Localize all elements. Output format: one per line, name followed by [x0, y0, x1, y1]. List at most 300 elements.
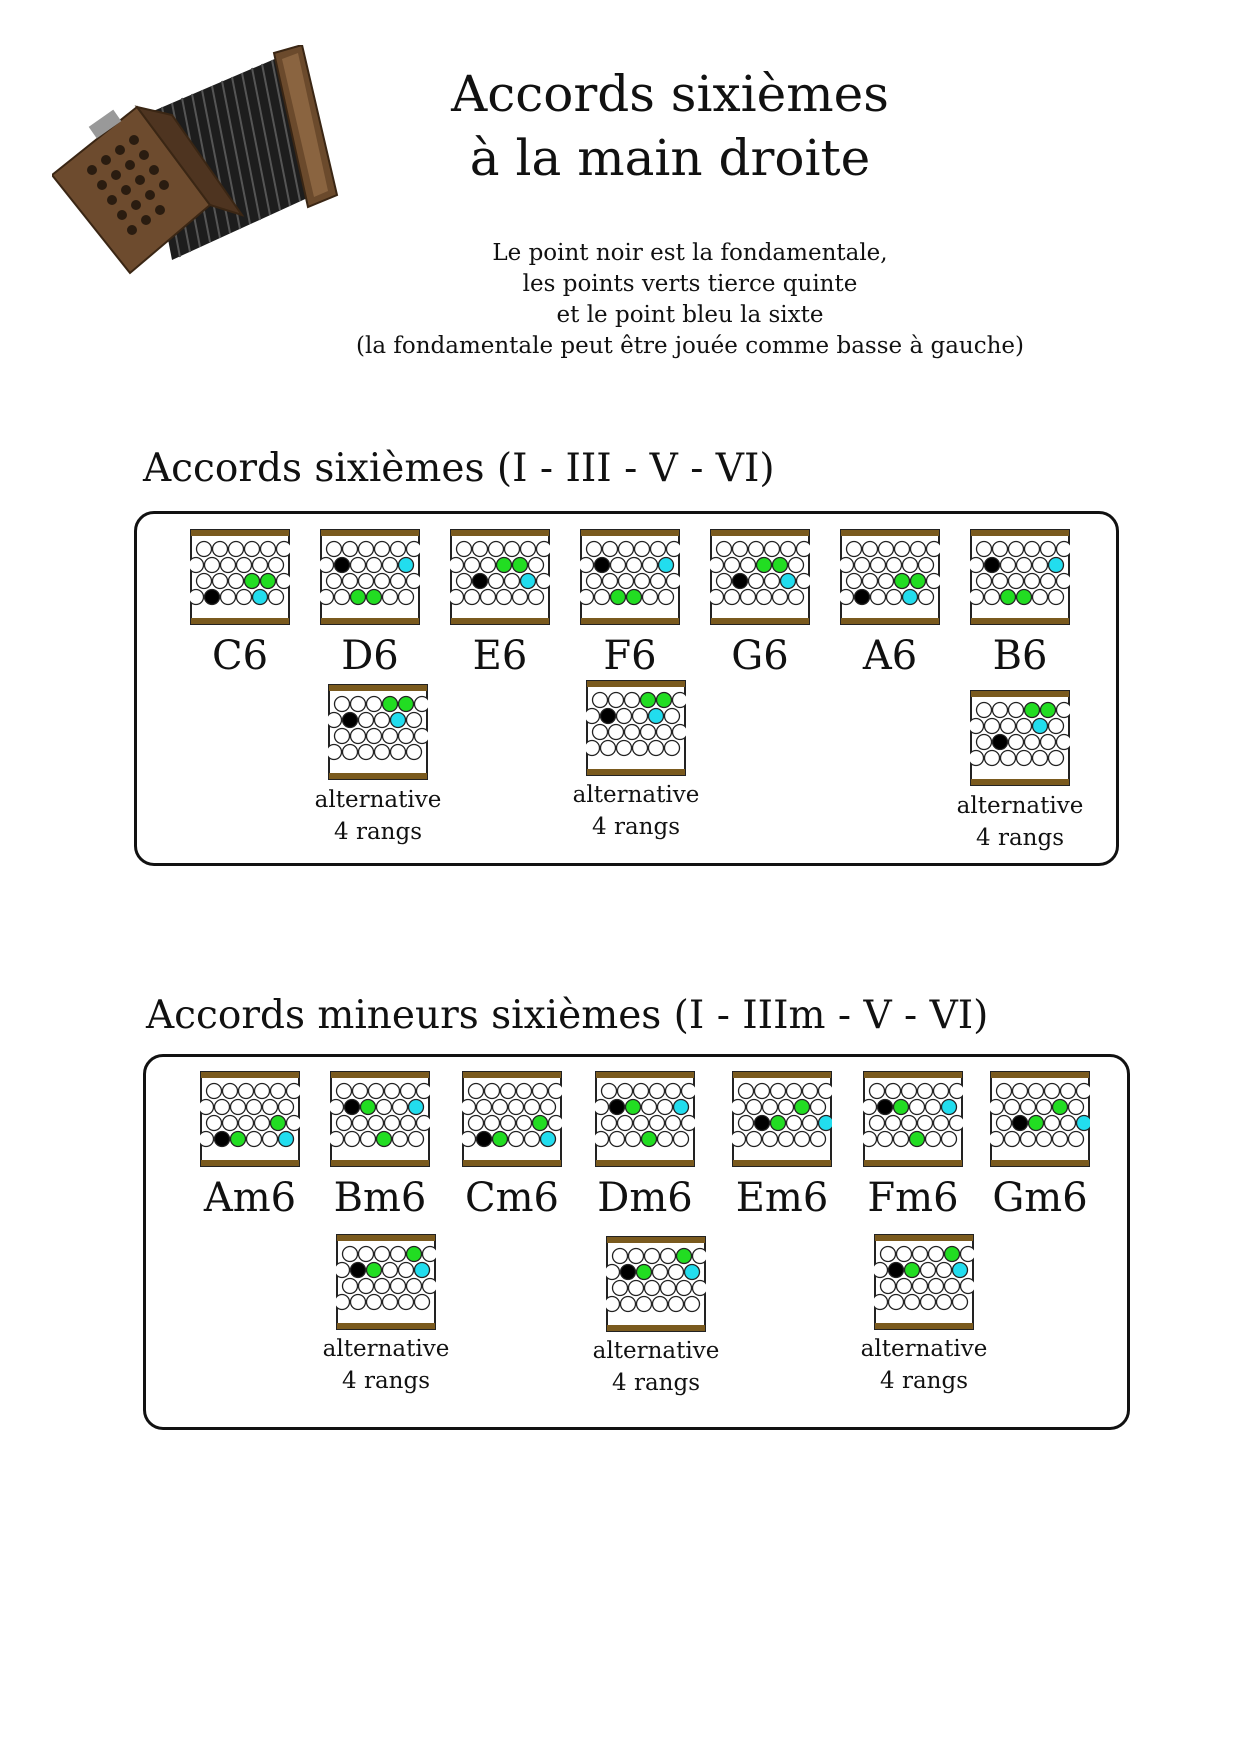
button-root	[878, 1100, 893, 1115]
button-empty	[619, 574, 634, 589]
button-empty	[1001, 719, 1016, 734]
button-empty	[1057, 735, 1071, 750]
button-empty	[733, 542, 748, 557]
button-sixth	[409, 1100, 424, 1115]
button-empty	[423, 1279, 437, 1294]
button-empty	[886, 1116, 901, 1131]
button-empty	[190, 558, 204, 573]
keyboard-top-edge	[875, 1235, 973, 1241]
button-empty	[811, 1132, 826, 1147]
keyboard-bottom-edge	[596, 1160, 694, 1166]
button-empty	[269, 590, 284, 605]
keyboard-top-edge	[329, 685, 427, 691]
button-empty	[797, 542, 811, 557]
button-empty	[1009, 574, 1024, 589]
button-third-fifth	[795, 1100, 810, 1115]
button-empty	[549, 1084, 563, 1099]
button-empty	[669, 1265, 684, 1280]
button-empty	[961, 1247, 975, 1262]
keyboard-bottom-edge	[607, 1325, 705, 1331]
button-empty	[725, 558, 740, 573]
button-empty	[879, 542, 894, 557]
button-empty	[739, 1084, 754, 1099]
button-empty	[343, 574, 358, 589]
button-empty	[1053, 1132, 1068, 1147]
button-empty	[457, 574, 472, 589]
button-empty	[287, 1084, 301, 1099]
keyboard-top-edge	[596, 1072, 694, 1078]
button-third-fifth	[1029, 1116, 1044, 1131]
button-empty	[911, 542, 926, 557]
button-empty	[328, 713, 342, 728]
button-empty	[1025, 735, 1040, 750]
button-root	[610, 1100, 625, 1115]
button-empty	[462, 1132, 476, 1147]
button-empty	[667, 574, 681, 589]
alt-diagram-dm6	[606, 1236, 706, 1332]
button-third-fifth	[1017, 590, 1032, 605]
alt-caption-line-1: alternative	[322, 1336, 450, 1362]
button-empty	[481, 590, 496, 605]
button-third-fifth	[367, 1263, 382, 1278]
chord-diagram-a6	[840, 529, 940, 625]
button-empty	[391, 1279, 406, 1294]
button-empty	[423, 1247, 437, 1262]
button-empty	[383, 590, 398, 605]
button-empty	[377, 1100, 392, 1115]
button-sixth	[649, 709, 664, 724]
button-empty	[529, 590, 544, 605]
button-empty	[997, 1116, 1012, 1131]
page-title	[360, 62, 980, 190]
chord-diagram-g6	[710, 529, 810, 625]
button-empty	[190, 590, 204, 605]
button-empty	[665, 741, 680, 756]
button-empty	[1069, 1100, 1084, 1115]
button-empty	[763, 1132, 778, 1147]
button-empty	[401, 1116, 416, 1131]
button-empty	[710, 558, 724, 573]
button-empty	[840, 590, 854, 605]
button-empty	[1001, 558, 1016, 573]
keyboard-top-edge	[463, 1072, 561, 1078]
button-empty	[661, 1281, 676, 1296]
button-empty	[327, 574, 342, 589]
chord-label-fm6: Fm6	[867, 1175, 959, 1221]
button-root	[215, 1132, 230, 1147]
button-empty	[1029, 1084, 1044, 1099]
button-empty	[747, 1132, 762, 1147]
button-empty	[465, 590, 480, 605]
button-empty	[580, 558, 594, 573]
button-third-fifth	[611, 590, 626, 605]
button-empty	[602, 1116, 617, 1131]
button-empty	[673, 725, 687, 740]
chord-diagram-f6	[580, 529, 680, 625]
button-empty	[673, 693, 687, 708]
alt-caption-line-1: alternative	[860, 1336, 988, 1362]
button-third-fifth	[493, 1132, 508, 1147]
button-empty	[351, 697, 366, 712]
button-empty	[950, 1084, 964, 1099]
keyboard-bottom-edge	[864, 1160, 962, 1166]
button-empty	[393, 1100, 408, 1115]
button-third-fifth	[910, 1132, 925, 1147]
button-empty	[855, 558, 870, 573]
button-sixth	[1049, 558, 1064, 573]
intro-line-1: Le point noir est la fondamentale,	[492, 240, 888, 266]
button-root	[621, 1265, 636, 1280]
button-empty	[651, 574, 666, 589]
button-empty	[874, 1295, 888, 1310]
button-empty	[629, 1249, 644, 1264]
button-empty	[779, 1100, 794, 1115]
button-empty	[207, 1116, 222, 1131]
button-sixth	[1033, 719, 1048, 734]
button-empty	[921, 1263, 936, 1278]
button-empty	[653, 1297, 668, 1312]
chord-label-b6: B6	[992, 633, 1048, 679]
button-third-fifth	[231, 1132, 246, 1147]
button-empty	[351, 558, 366, 573]
button-root	[601, 709, 616, 724]
intro-line-2: les points verts tierce quinte	[522, 271, 858, 297]
button-third-fifth	[513, 558, 528, 573]
button-empty	[937, 1295, 952, 1310]
button-empty	[763, 1100, 778, 1115]
button-empty	[1049, 751, 1064, 766]
button-sixth	[521, 574, 536, 589]
button-empty	[375, 1247, 390, 1262]
button-empty	[369, 1116, 384, 1131]
button-empty	[937, 1263, 952, 1278]
button-empty	[345, 1132, 360, 1147]
button-sixth	[541, 1132, 556, 1147]
button-empty	[501, 1084, 516, 1099]
chord-diagram-em6	[732, 1071, 832, 1167]
button-empty	[881, 1279, 896, 1294]
button-empty	[343, 745, 358, 760]
button-empty	[383, 729, 398, 744]
keyboard-top-edge	[451, 530, 549, 536]
alt-diagram-d6	[328, 684, 428, 780]
button-empty	[417, 1116, 431, 1131]
button-empty	[781, 542, 796, 557]
button-empty	[359, 1247, 374, 1262]
button-empty	[215, 1100, 230, 1115]
button-empty	[1061, 1116, 1076, 1131]
button-empty	[667, 542, 681, 557]
button-third-fifth	[361, 1100, 376, 1115]
button-empty	[934, 1084, 949, 1099]
button-empty	[658, 1132, 673, 1147]
button-empty	[207, 1084, 222, 1099]
button-empty	[407, 542, 421, 557]
keyboard-bottom-edge	[201, 1160, 299, 1166]
keyboard-bottom-edge	[191, 618, 289, 624]
button-empty	[401, 1084, 416, 1099]
button-empty	[811, 1100, 826, 1115]
chord-diagram-cm6	[462, 1071, 562, 1167]
button-empty	[649, 741, 664, 756]
chord-diagram-e6	[450, 529, 550, 625]
button-empty	[221, 558, 236, 573]
button-empty	[409, 1132, 424, 1147]
button-empty	[863, 1132, 877, 1147]
button-empty	[871, 558, 886, 573]
chord-label-a6: A6	[862, 633, 918, 679]
chord-label-g6: G6	[731, 633, 789, 679]
button-empty	[200, 1100, 214, 1115]
button-empty	[741, 558, 756, 573]
keyboard-bottom-edge	[329, 773, 427, 779]
alt-caption-line-2: 4 rangs	[612, 1370, 700, 1396]
button-empty	[197, 542, 212, 557]
button-third-fifth	[895, 574, 910, 589]
button-empty	[327, 542, 342, 557]
button-empty	[200, 1132, 214, 1147]
button-empty	[517, 1084, 532, 1099]
keyboard-top-edge	[864, 1072, 962, 1078]
keyboard-bottom-edge	[733, 1160, 831, 1166]
section-minor6-title: Accords mineurs sixièmes (I - IIIm - V - VI)	[146, 993, 989, 1038]
button-root	[755, 1116, 770, 1131]
button-empty	[625, 725, 640, 740]
button-empty	[913, 1279, 928, 1294]
button-empty	[789, 590, 804, 605]
button-empty	[921, 1295, 936, 1310]
button-empty	[237, 590, 252, 605]
button-empty	[521, 542, 536, 557]
button-empty	[1017, 751, 1032, 766]
button-empty	[617, 709, 632, 724]
alt-caption-line-2: 4 rangs	[880, 1368, 968, 1394]
button-empty	[903, 558, 918, 573]
button-empty	[847, 574, 862, 589]
button-empty	[795, 1132, 810, 1147]
button-empty	[765, 574, 780, 589]
button-empty	[894, 1132, 909, 1147]
button-empty	[747, 1100, 762, 1115]
keyboard-top-edge	[841, 530, 939, 536]
button-empty	[710, 590, 724, 605]
button-empty	[1005, 1132, 1020, 1147]
button-empty	[399, 1263, 414, 1278]
button-empty	[337, 1116, 352, 1131]
button-empty	[375, 1279, 390, 1294]
button-empty	[493, 1100, 508, 1115]
keyboard-top-edge	[331, 1072, 429, 1078]
button-empty	[1037, 1132, 1052, 1147]
button-empty	[541, 1100, 556, 1115]
button-empty	[279, 1100, 294, 1115]
button-sixth	[391, 713, 406, 728]
button-empty	[765, 542, 780, 557]
button-third-fifth	[367, 590, 382, 605]
button-empty	[619, 542, 634, 557]
chord-diagram-bm6	[330, 1071, 430, 1167]
button-third-fifth	[407, 1247, 422, 1262]
button-empty	[1037, 1100, 1052, 1115]
button-empty	[255, 1116, 270, 1131]
button-empty	[549, 1116, 563, 1131]
button-empty	[953, 1295, 968, 1310]
button-empty	[223, 1116, 238, 1131]
button-empty	[749, 542, 764, 557]
legend-intro	[300, 238, 1080, 362]
button-empty	[1057, 542, 1071, 557]
button-empty	[874, 1263, 888, 1278]
button-empty	[580, 590, 594, 605]
button-empty	[905, 1295, 920, 1310]
button-empty	[927, 574, 941, 589]
button-empty	[666, 1116, 681, 1131]
button-empty	[477, 1100, 492, 1115]
button-third-fifth	[626, 1100, 641, 1115]
chord-label-e6: E6	[472, 633, 528, 679]
button-empty	[897, 1247, 912, 1262]
button-empty	[595, 1132, 609, 1147]
button-empty	[613, 1281, 628, 1296]
button-sixth	[399, 558, 414, 573]
alt-caption-line-1: alternative	[314, 787, 442, 813]
button-third-fifth	[757, 558, 772, 573]
button-root	[343, 713, 358, 728]
button-empty	[367, 697, 382, 712]
button-third-fifth	[377, 1132, 392, 1147]
keyboard-bottom-edge	[971, 618, 1069, 624]
button-empty	[732, 1132, 746, 1147]
button-empty	[1025, 574, 1040, 589]
button-empty	[450, 558, 464, 573]
button-empty	[415, 697, 429, 712]
button-empty	[263, 1100, 278, 1115]
button-empty	[1041, 574, 1056, 589]
button-empty	[641, 725, 656, 740]
keyboard-bottom-edge	[991, 1160, 1089, 1166]
button-empty	[840, 558, 854, 573]
button-empty	[361, 1132, 376, 1147]
alt-caption-line-1: alternative	[956, 793, 1084, 819]
button-empty	[450, 590, 464, 605]
button-empty	[1061, 1084, 1076, 1099]
keyboard-top-edge	[971, 691, 1069, 697]
button-empty	[618, 1084, 633, 1099]
button-empty	[1041, 542, 1056, 557]
button-sixth	[942, 1100, 957, 1115]
button-empty	[634, 1116, 649, 1131]
chord-diagram-gm6	[990, 1071, 1090, 1167]
keyboard-bottom-edge	[463, 1160, 561, 1166]
alt-caption-line-1: alternative	[592, 1338, 720, 1364]
button-empty	[902, 1084, 917, 1099]
button-empty	[537, 542, 551, 557]
button-empty	[926, 1132, 941, 1147]
keyboard-top-edge	[991, 1072, 1089, 1078]
keyboard-bottom-edge	[337, 1323, 435, 1329]
button-empty	[391, 574, 406, 589]
button-empty	[603, 542, 618, 557]
button-empty	[919, 590, 934, 605]
chord-label-f6: F6	[603, 633, 657, 679]
button-third-fifth	[1025, 703, 1040, 718]
button-empty	[682, 1116, 696, 1131]
button-root	[855, 590, 870, 605]
button-empty	[1009, 735, 1024, 750]
button-empty	[247, 1100, 262, 1115]
button-empty	[627, 558, 642, 573]
button-empty	[1057, 703, 1071, 718]
button-root	[993, 735, 1008, 750]
button-empty	[997, 1084, 1012, 1099]
button-third-fifth	[245, 574, 260, 589]
button-third-fifth	[383, 697, 398, 712]
button-empty	[359, 574, 374, 589]
button-empty	[970, 751, 984, 766]
button-empty	[457, 542, 472, 557]
button-empty	[399, 729, 414, 744]
button-empty	[320, 590, 334, 605]
button-empty	[990, 1132, 1004, 1147]
button-empty	[741, 590, 756, 605]
button-empty	[886, 1084, 901, 1099]
button-empty	[255, 1084, 270, 1099]
button-empty	[725, 590, 740, 605]
button-empty	[1005, 1100, 1020, 1115]
button-empty	[611, 558, 626, 573]
button-empty	[462, 1100, 476, 1115]
button-empty	[320, 558, 334, 573]
keyboard-top-edge	[971, 530, 1069, 536]
chord-label-c6: C6	[211, 633, 269, 679]
button-empty	[634, 1084, 649, 1099]
button-empty	[1045, 1084, 1060, 1099]
button-empty	[343, 542, 358, 557]
button-root	[595, 558, 610, 573]
button-empty	[887, 558, 902, 573]
button-third-fifth	[533, 1116, 548, 1131]
button-empty	[595, 590, 610, 605]
button-empty	[391, 542, 406, 557]
button-empty	[359, 1279, 374, 1294]
button-empty	[602, 1084, 617, 1099]
button-empty	[606, 1265, 620, 1280]
button-empty	[658, 1100, 673, 1115]
section-major6-title: Accords sixièmes (I - III - V - VI)	[143, 446, 775, 491]
button-empty	[1033, 558, 1048, 573]
button-empty	[369, 1084, 384, 1099]
button-empty	[985, 590, 1000, 605]
button-root	[477, 1132, 492, 1147]
title-line-1: Accords sixièmes	[451, 65, 889, 123]
button-empty	[359, 542, 374, 557]
button-empty	[603, 574, 618, 589]
button-root	[1013, 1116, 1028, 1131]
button-empty	[417, 1084, 431, 1099]
button-empty	[929, 1247, 944, 1262]
button-empty	[239, 1116, 254, 1131]
button-empty	[505, 542, 520, 557]
keyboard-bottom-edge	[451, 618, 549, 624]
button-empty	[1021, 1132, 1036, 1147]
button-empty	[367, 1295, 382, 1310]
button-root	[733, 574, 748, 589]
button-empty	[497, 590, 512, 605]
button-empty	[717, 574, 732, 589]
button-empty	[977, 574, 992, 589]
button-empty	[247, 1132, 262, 1147]
button-empty	[879, 574, 894, 589]
